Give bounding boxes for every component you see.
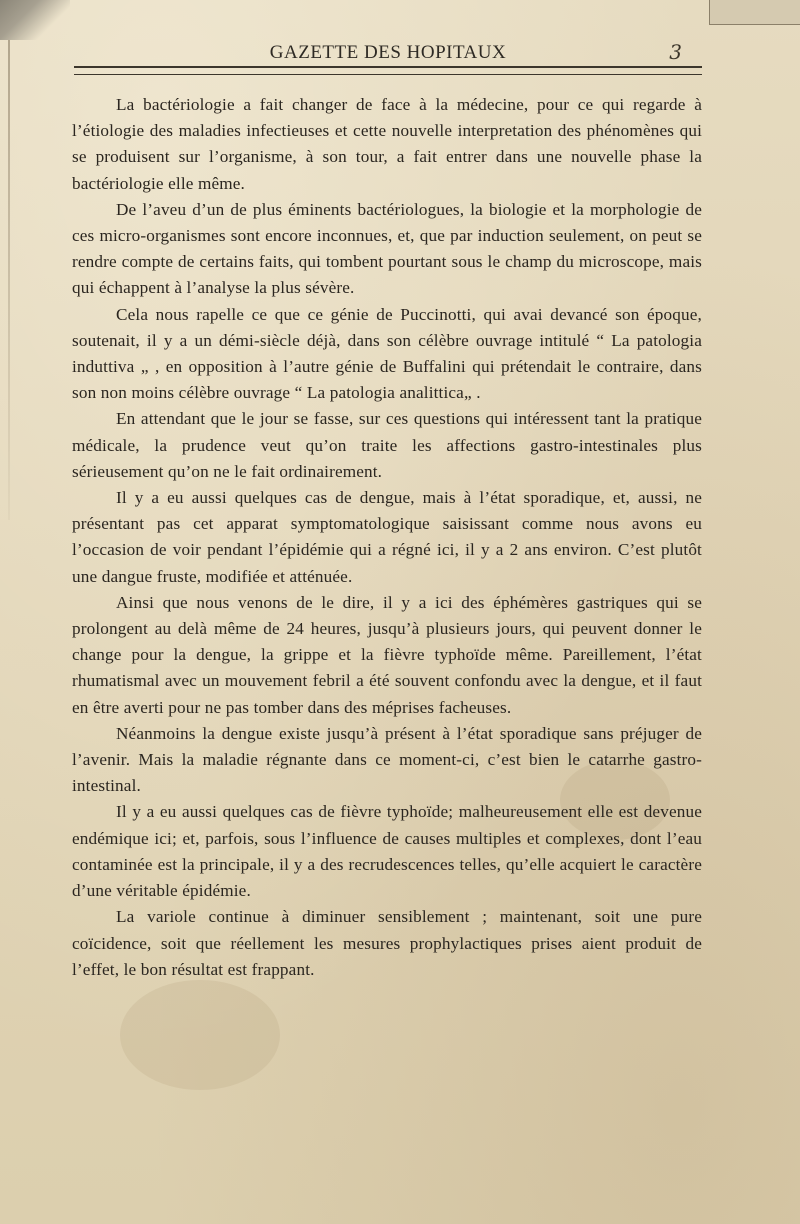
page-corner-damage: [0, 0, 70, 40]
page-corner-fold: [709, 0, 800, 25]
page-number: 3: [669, 40, 682, 64]
running-header: [74, 42, 702, 78]
paragraph: Il y a eu aussi quelques cas de dengue, mais à l’état sporadique, et, aussi, ne présentant pas cet apparat symptomatologique saisissant comme nous avons eu l’occasion de voir pendant l’épidémie qui a régné ici, il y a 2 ans environ. C’est plutôt une dangue fruste, modifiée et atténuée.: [72, 488, 702, 586]
paragraph: Néanmoins la dengue existe jusqu’à présent à l’état sporadique sans préjuger de l’avenir. Mais la maladie régnante dans ce moment-ci, c’est bien le catarrhe gastro-intestinal.: [72, 723, 702, 796]
paragraph: Cela nous rapelle ce que ce génie de Puccinotti, qui avai devancé son époque, soutenait, il y a un démi-siècle déjà, dans son célèbre ouvrage intitulé “ La patologia induttiva „ , en opposition à l’autre génie de Buffalini qui prétendait le contraire, dans son non moins célèbre ouvrage “ La patologia analittica„ .: [72, 304, 702, 403]
page-crease: [8, 40, 10, 520]
article-body: [72, 92, 702, 983]
paragraph: La variole continue à diminuer sensiblement ; maintenant, soit une pure coïcidence, soit que réellement les mesures prophylactiques prises aient produit de l’effet, le bon résultat est frappant.: [72, 907, 702, 979]
paper-stain: [120, 980, 280, 1090]
paragraph: Ainsi que nous venons de le dire, il y a ici des éphémères gastriques qui se prolongent au delà même de 24 heures, jusqu’à plusieurs jours, qui peuvent donner le change pour la dengue, la grippe et la fièvre typhoïde même. Pareillement, l’état rhumatismal avec un mouvement febril a été souvent confondu avec la dengue, et il faut en être averti pour ne pas tomber dans des méprises facheuses.: [72, 592, 702, 717]
paragraph: En attendant que le jour se fasse, sur ces questions qui intéressent tant la pratique médicale, la prudence veut qu’on traite les affections gastro-intestinales plus sérieusement qu’on ne le fait ordinairement.: [72, 409, 702, 481]
paragraph: De l’aveu d’un de plus éminents bactériologues, la biologie et la morphologie de ces micro-organismes sont encore inconnues, et, que par induction seulement, on peut se rendre compte de certains faits, qui tombent pourtant sous le champ du microscope, mais qui échappent à l’analyse la plus sévère.: [72, 199, 702, 298]
header-rule: [74, 66, 702, 75]
paragraph: La bactériologie a fait changer de face à la médecine, pour ce qui regarde à l’étiologie des maladies infectieuses et cette nouvelle interpretation des phénomènes qui se produisent sur l’organisme, à son tour, a fait entrer dans une nouvelle phase la bactériologie elle même.: [72, 95, 702, 193]
journal-title: GAZETTE DES HOPITAUX: [269, 42, 507, 63]
paragraph: Il y a eu aussi quelques cas de fièvre typhoïde; malheureusement elle est devenue endémique ici; et, parfois, sous l’influence de causes multiples et complexes, dont l’eau contaminée est la principale, il y a des recrudescences telles, qu’elle acquiert le caractère d’une véritable épidémie.: [72, 802, 702, 901]
